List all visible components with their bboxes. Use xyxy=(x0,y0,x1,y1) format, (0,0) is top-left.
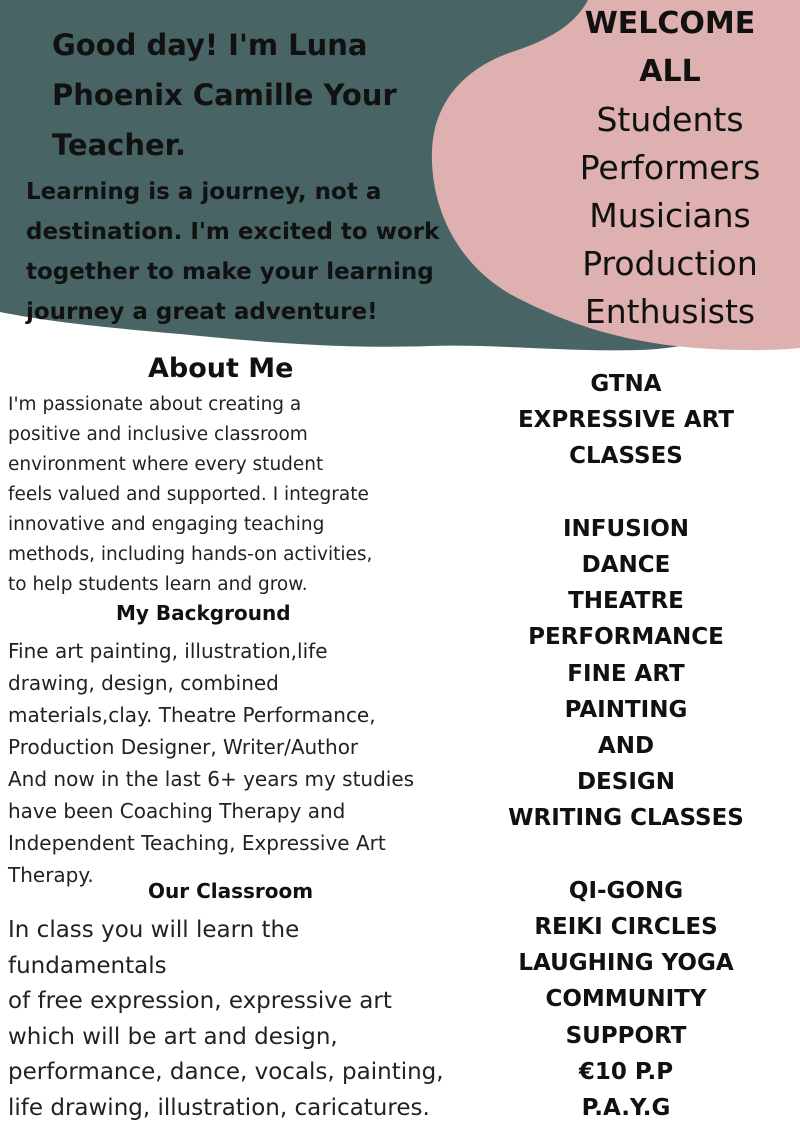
class-item: LAUGHING YOGA xyxy=(518,950,734,977)
welcome-title-line2: ALL xyxy=(639,54,701,89)
classes-list xyxy=(480,366,772,1126)
welcome-item: Students xyxy=(596,100,744,139)
welcome-title-line1: WELCOME xyxy=(584,6,756,41)
class-item: PAINTING xyxy=(564,696,688,723)
class-item: EXPRESSIVE ART xyxy=(517,407,735,434)
class-item: SUPPORT xyxy=(565,1022,687,1049)
greeting-heading: Good day! I'm Luna Phoenix Camille Your Teacher. xyxy=(52,28,397,162)
list-spacer xyxy=(480,837,772,873)
welcome-item: Production xyxy=(582,244,758,283)
welcome-item: Musicians xyxy=(589,196,751,235)
class-item: DESIGN xyxy=(576,769,676,796)
about-me-heading: About Me xyxy=(148,353,294,384)
list-spacer xyxy=(480,475,772,511)
class-item: CLASSES xyxy=(569,443,683,470)
welcome-block xyxy=(560,0,780,336)
payment-item: P.A.Y.G xyxy=(581,1095,671,1122)
my-background-heading: My Background xyxy=(116,601,291,625)
welcome-item: Enthusists xyxy=(584,292,756,331)
class-item: FINE ART xyxy=(567,660,685,687)
class-item: GTNA xyxy=(590,371,662,397)
our-classroom-text: In class you will learn the fundamentals of free expression, expressive art which will be art and design, performance, dance, vocals, painting, life drawing, illustration, caricatures. xyxy=(8,917,444,1121)
about-me-text: I'm passionate about creating a positive and inclusive classroom environment where every student feels valued and supported. I integrate innovative and engaging teaching methods, including hands-on activities, to help students learn and grow. xyxy=(8,394,373,595)
class-item: PERFORMANCE xyxy=(528,624,724,651)
price-item: €10 P.P xyxy=(578,1058,674,1085)
learning-quote: Learning is a journey, not a destination. I'm excited to work together to make your learning journey a great adventure! xyxy=(26,179,440,325)
my-background-text: Fine art painting, illustration,life drawing, design, combined materials,clay. Theatre Performance, Production Designer, Writer/Author And now in the last 6+ years my studies have been Coaching Therapy and Independent Teaching, Expressive Art Therapy. xyxy=(8,639,415,887)
class-item: DANCE xyxy=(581,552,671,578)
class-item: QI-GONG xyxy=(568,877,684,904)
welcome-item: Performers xyxy=(579,148,761,187)
class-item: REIKI CIRCLES xyxy=(534,914,718,941)
class-item: COMMUNITY xyxy=(545,986,707,1013)
class-item: THEATRE xyxy=(568,588,684,615)
class-item: AND xyxy=(597,733,655,760)
our-classroom-heading: Our Classroom xyxy=(148,879,314,903)
class-item: INFUSION xyxy=(562,515,690,542)
class-item: WRITING CLASSES xyxy=(508,805,744,832)
